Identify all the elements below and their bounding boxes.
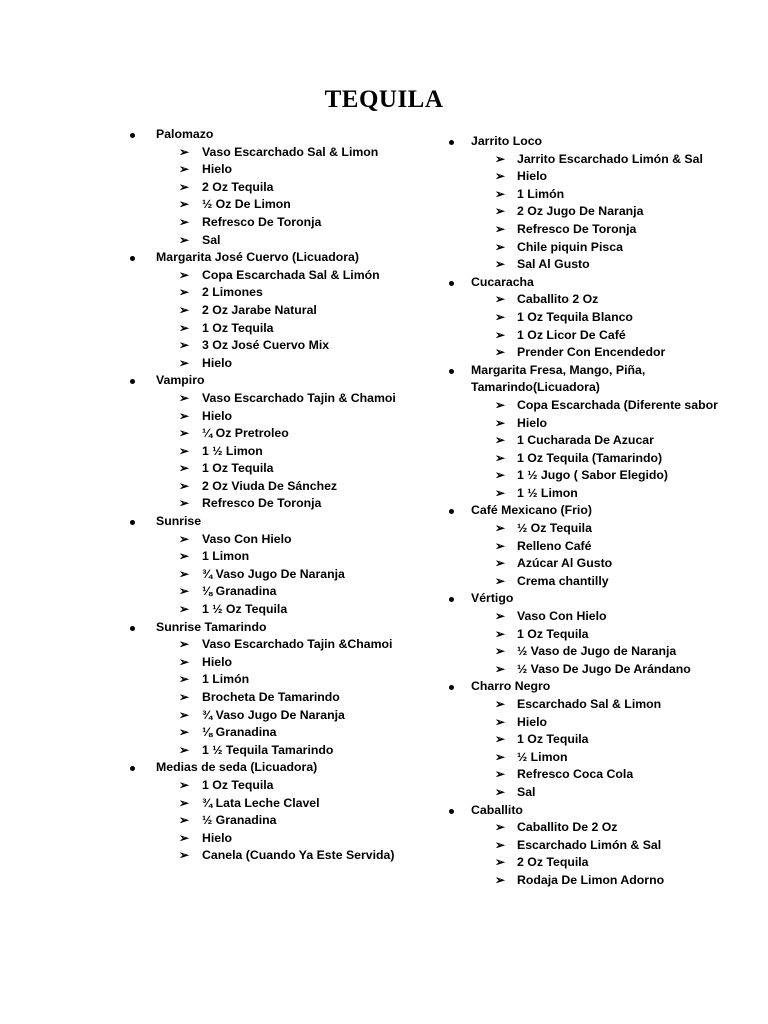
ingredient-text: Azúcar Al Gusto	[517, 556, 613, 571]
ingredient-text: Copa Escarchada Sal & Limón	[202, 267, 380, 282]
ingredient-item	[126, 636, 426, 654]
recipe-name	[126, 759, 426, 777]
arrow-bullet-icon: ➢	[179, 654, 190, 669]
arrow-bullet-icon: ➢	[495, 345, 506, 360]
arrow-bullet-icon: ➢	[179, 848, 190, 863]
ingredient-text: ½ Limon	[517, 749, 568, 764]
ingredient-item	[441, 696, 741, 714]
arrow-bullet-icon: ➢	[179, 461, 190, 476]
recipe-name	[126, 372, 426, 390]
ingredient-item	[126, 707, 426, 725]
ingredient-item	[126, 478, 426, 496]
arrow-bullet-icon: ➢	[495, 468, 506, 483]
ingredient-item	[126, 337, 426, 355]
ingredient-text: 2 Oz Viuda De Sánchez	[202, 478, 338, 493]
ingredient-text: 1 Oz Tequila	[202, 461, 274, 476]
ingredient-item	[441, 749, 741, 767]
ingredient-text: Copa Escarchada (Diferente sabor	[517, 397, 718, 412]
recipe-block	[441, 502, 741, 590]
ingredient-item	[441, 151, 741, 169]
arrow-bullet-icon: ➢	[495, 661, 506, 676]
ingredient-item	[126, 795, 426, 813]
arrow-bullet-icon: ➢	[495, 521, 506, 536]
bullet-icon	[130, 626, 135, 631]
ingredient-item	[126, 179, 426, 197]
ingredient-text: 2 Oz Jarabe Natural	[202, 302, 317, 317]
ingredient-item	[441, 168, 741, 186]
ingredient-item	[441, 573, 741, 591]
ingredient-item	[126, 214, 426, 232]
recipe-name	[441, 379, 741, 397]
bullet-icon	[130, 133, 135, 138]
ingredient-item	[126, 232, 426, 250]
arrow-bullet-icon: ➢	[495, 573, 506, 588]
ingredient-text: Canela (Cuando Ya Este Servida)	[202, 848, 395, 863]
arrow-bullet-icon: ➢	[179, 355, 190, 370]
ingredient-text: Hielo	[202, 654, 233, 669]
arrow-bullet-icon: ➢	[495, 309, 506, 324]
ingredient-text: Caballito De 2 Oz	[517, 820, 618, 835]
arrow-bullet-icon: ➢	[495, 397, 506, 412]
recipe-name	[441, 362, 741, 380]
ingredient-text: ½ Vaso De Jugo De Arándano	[517, 661, 691, 676]
arrow-bullet-icon: ➢	[495, 538, 506, 553]
ingredient-item	[441, 432, 741, 450]
arrow-bullet-icon: ➢	[495, 837, 506, 852]
bullet-icon	[449, 685, 454, 690]
ingredient-item	[441, 731, 741, 749]
ingredient-item	[126, 144, 426, 162]
arrow-bullet-icon: ➢	[179, 408, 190, 423]
ingredient-item	[126, 495, 426, 513]
ingredient-text: Brocheta De Tamarindo	[202, 690, 340, 704]
ingredient-text: Refresco De Toronja	[517, 221, 637, 236]
arrow-bullet-icon: ➢	[495, 221, 506, 236]
ingredient-item	[441, 344, 741, 362]
ingredient-item	[126, 267, 426, 285]
arrow-bullet-icon: ➢	[495, 714, 506, 729]
recipe-name	[441, 133, 741, 151]
ingredient-text: Crema chantilly	[517, 573, 609, 588]
ingredient-text: ½ Oz Tequila	[517, 521, 592, 536]
ingredient-text: ⅛ Granadina	[202, 584, 277, 599]
recipe-block	[441, 678, 741, 801]
arrow-bullet-icon: ➢	[179, 584, 190, 599]
arrow-bullet-icon: ➢	[179, 672, 190, 687]
arrow-bullet-icon: ➢	[495, 257, 506, 272]
recipe-block	[441, 133, 741, 274]
recipe-name-text: Vampiro	[156, 373, 205, 388]
arrow-bullet-icon: ➢	[495, 626, 506, 641]
ingredient-text: ½ Oz De Limon	[202, 197, 291, 212]
ingredient-text: 1 Oz Tequila Blanco	[517, 309, 633, 324]
arrow-bullet-icon: ➢	[495, 239, 506, 254]
ingredient-item	[126, 583, 426, 601]
ingredient-item	[441, 239, 741, 257]
recipe-name-text: Margarita Fresa, Mango, Piña,	[471, 362, 646, 377]
ingredient-item	[126, 531, 426, 549]
bullet-icon	[130, 256, 135, 261]
ingredient-item	[126, 812, 426, 830]
ingredient-item	[126, 284, 426, 302]
ingredient-item	[441, 309, 741, 327]
recipe-name	[126, 126, 426, 144]
ingredient-text: Hielo	[202, 830, 233, 845]
arrow-bullet-icon: ➢	[179, 478, 190, 493]
bullet-icon	[449, 509, 454, 514]
ingredient-text: 1 Oz Licor De Café	[517, 327, 626, 342]
ingredient-item	[441, 766, 741, 784]
arrow-bullet-icon: ➢	[179, 302, 190, 317]
recipe-name-text: Caballito	[471, 802, 523, 817]
arrow-bullet-icon: ➢	[495, 697, 506, 711]
right-column	[441, 133, 741, 890]
ingredient-item	[126, 742, 426, 760]
ingredient-item	[441, 872, 741, 890]
recipe-name	[441, 678, 741, 696]
ingredient-text: 1 ½ Limon	[517, 485, 578, 500]
arrow-bullet-icon: ➢	[179, 531, 190, 546]
recipe-block	[126, 249, 426, 372]
ingredient-text: 1 Oz Tequila	[517, 732, 589, 747]
arrow-bullet-icon: ➢	[179, 813, 190, 828]
ingredient-text: Vaso Escarchado Tajin &Chamoi	[202, 637, 393, 652]
ingredient-item	[126, 566, 426, 584]
ingredient-item	[441, 538, 741, 556]
ingredient-text: Hielo	[517, 415, 548, 430]
ingredient-text: 1 Limon	[202, 549, 250, 564]
page-title: TEQUILA	[324, 86, 444, 113]
bullet-icon	[130, 766, 135, 771]
ingredient-item	[126, 196, 426, 214]
ingredient-text: Vaso Escarchado Sal & Limon	[202, 144, 379, 159]
ingredient-text: 1 Limón	[517, 186, 565, 201]
arrow-bullet-icon: ➢	[495, 433, 506, 448]
arrow-bullet-icon: ➢	[179, 179, 190, 194]
left-column	[126, 126, 426, 865]
arrow-bullet-icon: ➢	[179, 267, 190, 282]
arrow-bullet-icon: ➢	[495, 204, 506, 219]
ingredient-item	[441, 291, 741, 309]
arrow-bullet-icon: ➢	[495, 784, 506, 799]
ingredient-item	[126, 302, 426, 320]
ingredient-item	[126, 443, 426, 461]
ingredient-text: Refresco De Toronja	[202, 496, 322, 511]
arrow-bullet-icon: ➢	[179, 690, 190, 704]
ingredient-text: 3 Oz José Cuervo Mix	[202, 338, 330, 353]
arrow-bullet-icon: ➢	[495, 855, 506, 870]
ingredient-text: 1 Cucharada De Azucar	[517, 433, 654, 448]
arrow-bullet-icon: ➢	[495, 485, 506, 500]
arrow-bullet-icon: ➢	[495, 450, 506, 465]
ingredient-text: 1 ½ Limon	[202, 443, 263, 458]
ingredient-text: 1 ½ Jugo ( Sabor Elegido)	[517, 468, 668, 483]
arrow-bullet-icon: ➢	[495, 644, 506, 659]
arrow-bullet-icon: ➢	[495, 292, 506, 307]
arrow-bullet-icon: ➢	[179, 795, 190, 810]
ingredient-text: Hielo	[202, 408, 233, 423]
ingredient-text: Relleno Café	[517, 538, 592, 553]
recipe-block	[441, 590, 741, 678]
ingredient-text: ⅛ Granadina	[202, 725, 277, 740]
arrow-bullet-icon: ➢	[179, 830, 190, 845]
arrow-bullet-icon: ➢	[179, 707, 190, 722]
bullet-icon	[449, 597, 454, 602]
recipe-name	[441, 590, 741, 608]
ingredient-text: Escarchado Limón & Sal	[517, 837, 662, 852]
ingredient-item	[441, 203, 741, 221]
bullet-icon	[449, 281, 454, 286]
ingredient-text: Caballito 2 Oz	[517, 292, 599, 307]
ingredient-item	[126, 671, 426, 689]
recipe-name-text: Cucaracha	[471, 274, 534, 289]
arrow-bullet-icon: ➢	[179, 566, 190, 581]
recipe-name-text: Margarita José Cuervo (Licuadora)	[156, 250, 359, 265]
arrow-bullet-icon: ➢	[179, 443, 190, 458]
ingredient-text: Hielo	[202, 162, 233, 177]
ingredient-item	[126, 830, 426, 848]
ingredient-item	[126, 460, 426, 478]
bullet-icon	[130, 520, 135, 525]
arrow-bullet-icon: ➢	[495, 820, 506, 835]
arrow-bullet-icon: ➢	[495, 327, 506, 342]
ingredient-item	[441, 608, 741, 626]
ingredient-item	[441, 397, 741, 415]
ingredient-text: ¾ Vaso Jugo De Naranja	[202, 566, 345, 581]
ingredient-item	[441, 784, 741, 802]
recipe-name-text: Tamarindo(Licuadora)	[471, 380, 600, 395]
arrow-bullet-icon: ➢	[179, 162, 190, 177]
ingredient-item	[441, 854, 741, 872]
ingredient-text: ¾ Lata Leche Clavel	[202, 795, 320, 810]
ingredient-text: ¾ Vaso Jugo De Naranja	[202, 707, 345, 722]
ingredient-item	[441, 256, 741, 274]
recipe-name-text: Medias de seda (Licuadora)	[156, 760, 318, 775]
arrow-bullet-icon: ➢	[179, 777, 190, 792]
recipe-name	[126, 513, 426, 531]
bullet-icon	[449, 369, 454, 374]
ingredient-text: 2 Oz Tequila	[517, 855, 589, 870]
recipe-name-text: Palomazo	[156, 127, 214, 141]
arrow-bullet-icon: ➢	[495, 186, 506, 201]
ingredient-item	[441, 819, 741, 837]
ingredient-text: Sal	[517, 784, 536, 799]
arrow-bullet-icon: ➢	[495, 732, 506, 747]
recipe-block	[126, 126, 426, 249]
arrow-bullet-icon: ➢	[179, 144, 190, 159]
ingredient-text: ¼ Oz Pretroleo	[202, 426, 289, 441]
ingredient-text: ½ Vaso de Jugo de Naranja	[517, 644, 677, 659]
recipe-name	[441, 802, 741, 820]
ingredient-text: Vaso Escarchado Tajin & Chamoi	[202, 390, 396, 405]
arrow-bullet-icon: ➢	[495, 556, 506, 571]
arrow-bullet-icon: ➢	[179, 214, 190, 229]
ingredient-item	[441, 467, 741, 485]
ingredient-item	[126, 548, 426, 566]
arrow-bullet-icon: ➢	[179, 496, 190, 511]
ingredient-item	[441, 415, 741, 433]
ingredient-text: 1 Limón	[202, 672, 250, 687]
arrow-bullet-icon: ➢	[179, 602, 190, 617]
ingredient-item	[126, 320, 426, 338]
ingredient-text: 2 Oz Jugo De Naranja	[517, 204, 644, 219]
recipe-name	[441, 502, 741, 520]
arrow-bullet-icon: ➢	[495, 767, 506, 782]
arrow-bullet-icon: ➢	[495, 151, 506, 166]
recipe-block	[441, 362, 741, 503]
ingredient-item	[126, 408, 426, 426]
ingredient-text: 2 Oz Tequila	[202, 179, 274, 194]
recipe-name	[126, 249, 426, 267]
ingredient-text: 1 ½ Tequila Tamarindo	[202, 742, 334, 757]
ingredient-text: Chile piquin Pisca	[517, 239, 623, 254]
ingredient-item	[441, 221, 741, 239]
arrow-bullet-icon: ➢	[179, 742, 190, 757]
ingredient-text: 1 Oz Tequila (Tamarindo)	[517, 450, 663, 465]
recipe-block	[441, 802, 741, 890]
arrow-bullet-icon: ➢	[179, 549, 190, 564]
recipe-name-text: Vértigo	[471, 591, 514, 606]
ingredient-text: Hielo	[517, 714, 548, 729]
ingredient-text: Refresco Coca Cola	[517, 767, 634, 782]
ingredient-item	[441, 186, 741, 204]
arrow-bullet-icon: ➢	[179, 338, 190, 353]
ingredient-text: Prender Con Encendedor	[517, 345, 666, 360]
ingredient-item	[126, 390, 426, 408]
bullet-icon	[449, 140, 454, 145]
ingredient-text: Vaso Con Hielo	[517, 609, 607, 624]
ingredient-item	[126, 777, 426, 795]
ingredient-text: Vaso Con Hielo	[202, 531, 292, 546]
arrow-bullet-icon: ➢	[495, 749, 506, 764]
arrow-bullet-icon: ➢	[179, 320, 190, 335]
ingredient-item	[126, 425, 426, 443]
recipe-name	[441, 274, 741, 292]
ingredient-text: 2 Limones	[202, 285, 263, 300]
ingredient-item	[441, 714, 741, 732]
ingredient-text: 1 Oz Tequila	[202, 320, 274, 335]
arrow-bullet-icon: ➢	[179, 285, 190, 300]
ingredient-text: Hielo	[517, 169, 548, 184]
ingredient-item	[126, 689, 426, 707]
arrow-bullet-icon: ➢	[179, 637, 190, 652]
recipe-name-text: Café Mexicano (Frio)	[471, 503, 592, 518]
recipe-block	[126, 759, 426, 865]
recipe-name-text: Sunrise Tamarindo	[156, 619, 267, 634]
ingredient-item	[441, 450, 741, 468]
arrow-bullet-icon: ➢	[179, 390, 190, 405]
ingredient-text: 1 Oz Tequila	[517, 626, 589, 641]
ingredient-item	[441, 837, 741, 855]
ingredient-text: Escarchado Sal & Limon	[517, 697, 662, 711]
arrow-bullet-icon: ➢	[495, 609, 506, 624]
arrow-bullet-icon: ➢	[179, 232, 190, 247]
ingredient-text: Rodaja De Limon Adorno	[517, 872, 665, 887]
recipe-name-text: Charro Negro	[471, 679, 551, 694]
arrow-bullet-icon: ➢	[495, 415, 506, 430]
ingredient-text: Sal Al Gusto	[517, 257, 590, 272]
bullet-icon	[130, 379, 135, 384]
ingredient-item	[126, 161, 426, 179]
ingredient-item	[441, 485, 741, 503]
ingredient-item	[441, 520, 741, 538]
ingredient-item	[126, 601, 426, 619]
recipe-block	[126, 619, 426, 760]
ingredient-text: Sal	[202, 232, 221, 247]
arrow-bullet-icon: ➢	[179, 197, 190, 212]
recipe-name-text: Jarrito Loco	[471, 134, 543, 148]
ingredient-item	[126, 355, 426, 373]
recipe-block	[126, 372, 426, 513]
arrow-bullet-icon: ➢	[495, 169, 506, 184]
recipe-block	[441, 274, 741, 362]
recipe-name	[126, 619, 426, 637]
ingredient-item	[441, 661, 741, 679]
ingredient-text: 1 Oz Tequila	[202, 777, 274, 792]
bullet-icon	[449, 809, 454, 814]
ingredient-text: 1 ½ Oz Tequila	[202, 602, 288, 617]
ingredient-text: Hielo	[202, 355, 233, 370]
ingredient-item	[441, 643, 741, 661]
arrow-bullet-icon: ➢	[495, 872, 506, 887]
ingredient-text: Refresco De Toronja	[202, 214, 322, 229]
recipe-name-text: Sunrise	[156, 514, 202, 529]
ingredient-text: ½ Granadina	[202, 813, 277, 828]
ingredient-item	[441, 626, 741, 644]
ingredient-item	[126, 847, 426, 865]
ingredient-item	[126, 724, 426, 742]
arrow-bullet-icon: ➢	[179, 725, 190, 740]
arrow-bullet-icon: ➢	[179, 426, 190, 441]
recipe-block	[126, 513, 426, 619]
ingredient-text: Jarrito Escarchado Limón & Sal	[517, 151, 703, 166]
ingredient-item	[441, 327, 741, 345]
ingredient-item	[441, 555, 741, 573]
ingredient-item	[126, 654, 426, 672]
